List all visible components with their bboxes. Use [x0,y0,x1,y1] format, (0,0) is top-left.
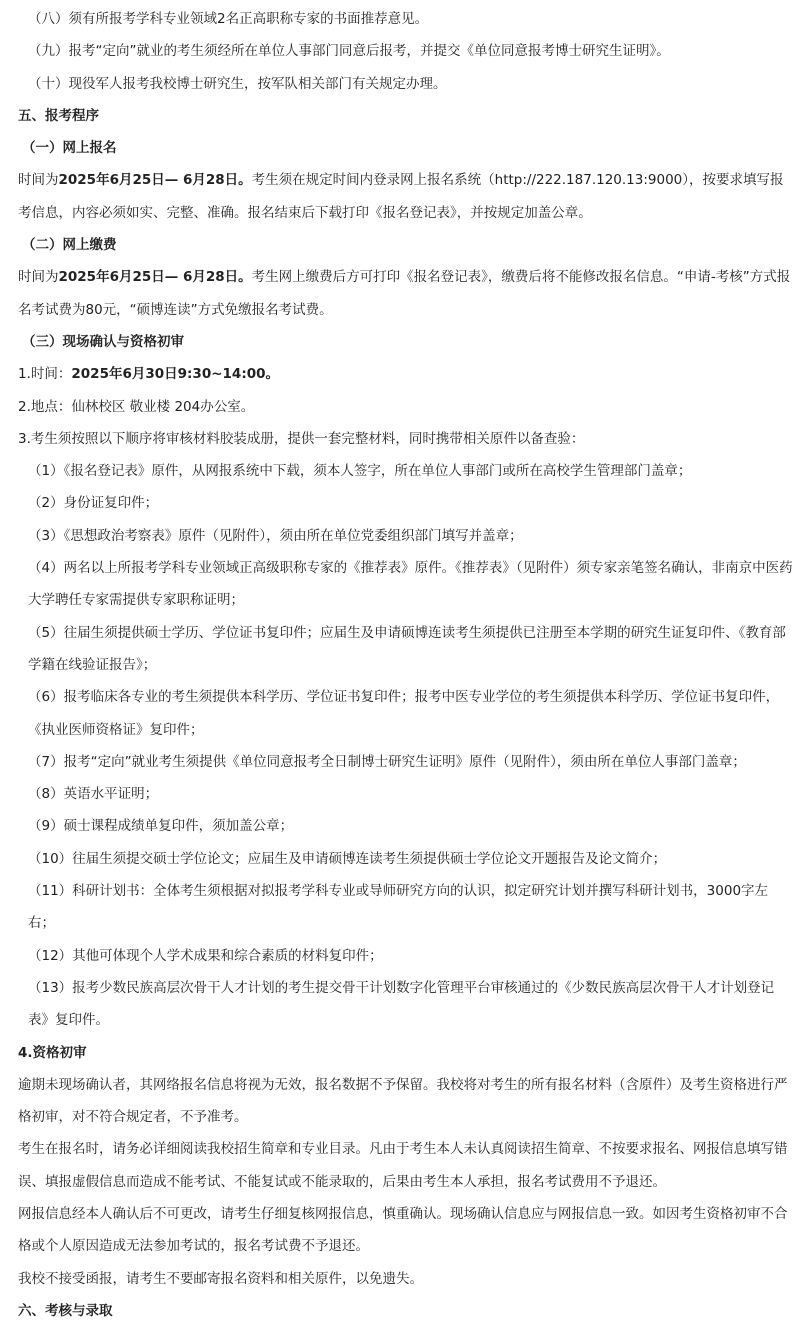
material-item-1: （1）《报名登记表》原件，从网报系统中下载，须本人签字，所在单位人事部门或所在高校学生管理部门盖章； [28,463,692,480]
section-5-heading: 五、报考程序 [18,107,99,124]
material-item-13: （13）报考少数民族高层次骨干人才计划的考生提交骨干计划数字化管理平台审核通过的《少数民族高层次骨干人才计划登记表》复印件。 [28,979,775,1029]
requirement-item-10: （十）现役军人报考我校博士研究生，按军队相关部门有关规定办理。 [28,75,447,92]
materials-intro: 3.考生须按照以下顺序将审核材料胶装成册，提供一套完整材料，同时携带相关原件以备查验： [18,430,585,447]
onsite-confirmation-heading: （三）现场确认与资格初审 [22,333,184,350]
requirement-item-8: （八）须有所报考学科专业领域2名正高职称专家的书面推荐意见。 [28,11,429,27]
review-paragraph-4: 我校不接受函报，请考生不要邮寄报名资料和相关原件，以免遗失。 [18,1270,423,1287]
online-payment-prefix: 时间为 [18,269,59,286]
material-item-10: （10）往届生须提交硕士学位论文；应届生及申请硕博连读考生须提供硕士学位论文开题报告及论文简介； [28,850,667,867]
section-6-heading: 六、考核与录取 [18,1302,113,1319]
material-item-5: （5）往届生须提供硕士学历、学位证书复印件；应届生及申请硕博连读考生须提供已注册至本学期的研究生证复印件、《教育部学籍在线验证报告》； [28,624,786,673]
online-payment-paragraph [18,261,794,326]
online-payment-heading: （二）网上缴费 [22,237,117,254]
material-item-2: （2）身份证复印件； [28,495,159,512]
review-paragraph-2: 考生在报名时，请务必详细阅读我校招生简章和专业目录。凡由于考生本人未认真阅读招生简章、不按要求报名、网报信息填写错误、填报虚假信息而造成不能考试、不能复试或不能录取的，后果由考生本人承担，报名考试费用不予退还。 [18,1141,788,1190]
qualification-review-heading: 4.资格初审 [18,1044,87,1061]
onsite-time-label: 1.时间： [18,366,72,383]
requirement-item-9: （九）报考“定向”就业的考生须经所在单位人事部门同意后报考，并提交《单位同意报考博士研究生证明》。 [28,43,670,60]
material-item-7: （7）报考“定向”就业考生须提供《单位同意报考全日制博士研究生证明》原件（见附件），须由所在单位人事部门盖章； [28,753,746,770]
material-item-11: （11）科研计划书：全体考生须根据对拟报考学科专业或导师研究方向的认识，拟定研究计划并撰写科研计划书，3000字左右； [28,883,769,932]
online-registration-prefix: 时间为 [18,172,59,189]
review-paragraph-1: 逾期未现场确认者，其网络报名信息将视为无效，报名数据不予保留。我校将对考生的所有报名材料（含原件）及考生资格进行严格初审，对不符合规定者，不予准考。 [18,1076,788,1126]
material-item-4: （4）两名以上所报考学科专业领域正高级职称专家的《推荐表》原件。《推荐表》（见附件）须专家亲笔签名确认，非南京中医药大学聘任专家需提供专家职称证明； [28,560,793,609]
material-item-3: （3）《思想政治考察表》原件（见附件），须由所在单位党委组织部门填写并盖章； [28,527,523,544]
material-item-12: （12）其他可体现个人学术成果和综合素质的材料复印件； [28,947,383,964]
material-item-9: （9）硕士课程成绩单复印件，须加盖公章； [28,818,294,835]
review-paragraph-3: 网报信息经本人确认后不可更改，请考生仔细复核网报信息，慎重确认。现场确认信息应与网报信息一致。如因考生资格初审不合格或个人原因造成无法参加考试的，报名考试费不予退还。 [18,1205,788,1255]
online-registration-heading: （一）网上报名 [22,140,117,157]
onsite-place: 2.地点：仙林校区 敬业楼 204办公室。 [18,398,255,415]
onsite-time-value: 2025年6月30日9:30~14:00。 [71,366,280,383]
online-registration-date: 2025年6月25日— 6月28日。 [58,172,252,189]
online-payment-text: 考生网上缴费后方可打印《报名登记表》，缴费后将不能修改报名信息。“申请-考核”方式报名考试费为80元，“硕博连读”方式免缴报名考试费。 [18,269,791,318]
material-item-8: （8）英语水平证明； [28,786,159,803]
online-registration-text: 考生须在规定时间内登录网上报名系统（http://222.187.120.13:9000），按要求填写报考信息，内容必须如实、完整、准确。报名结束后下载打印《报名登记表》，并按规定加盖公章。 [18,172,784,221]
material-item-6: （6）报考临床各专业的考生须提供本科学历、学位证书复印件；报考中医专业学位的考生须提供本科学历、学位证书复印件，《执业医师资格证》复印件； [28,689,780,738]
online-registration-paragraph [18,164,794,229]
onsite-time [18,358,794,390]
online-payment-date: 2025年6月25日— 6月28日。 [58,269,252,286]
